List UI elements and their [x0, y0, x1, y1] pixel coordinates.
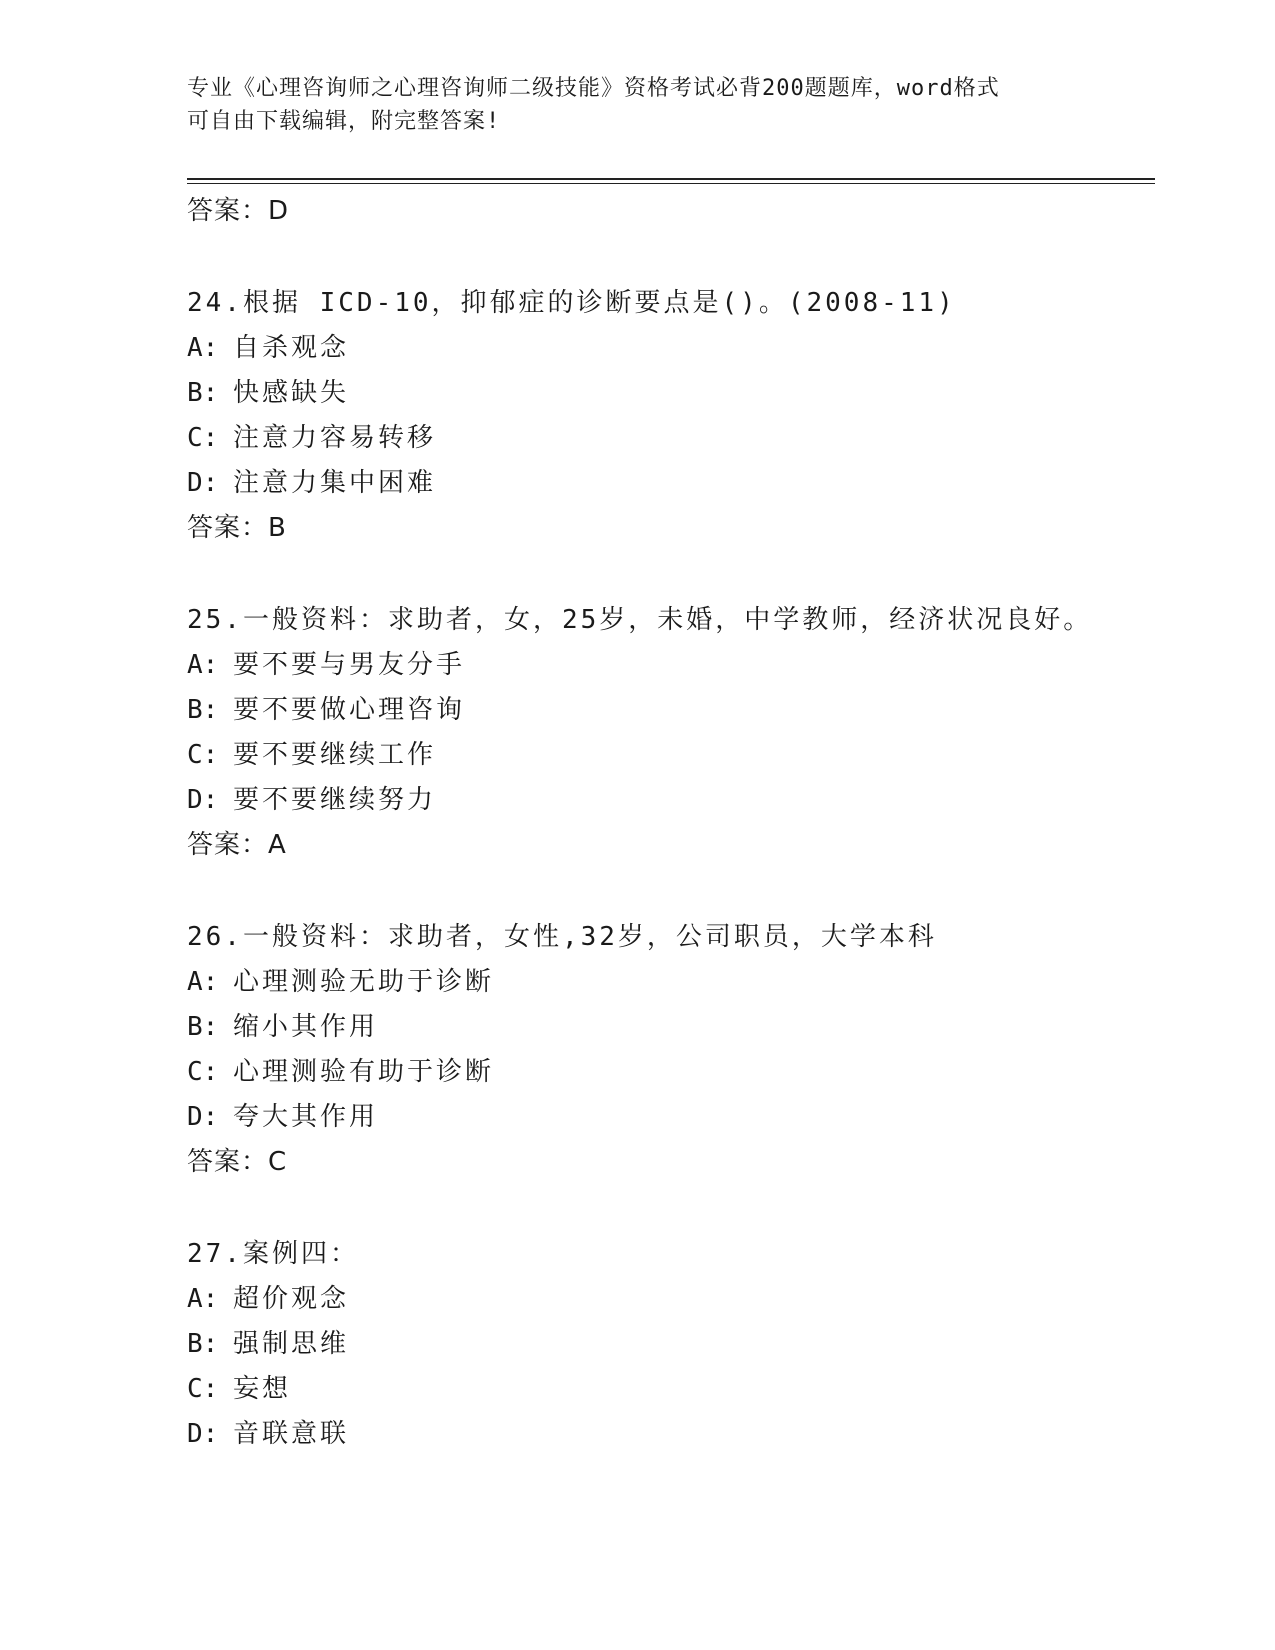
option-key: C:	[187, 1374, 219, 1404]
document-header	[187, 72, 1067, 138]
option-text: 要不要继续努力	[233, 785, 437, 815]
option-d	[187, 1095, 1155, 1140]
option-b	[187, 1322, 1155, 1367]
header-divider-thin	[187, 183, 1155, 184]
header-line-2: 可自由下载编辑，附完整答案!	[187, 109, 501, 134]
option-b	[187, 371, 1155, 416]
option-text: 注意力容易转移	[233, 423, 437, 453]
option-key: A:	[187, 333, 219, 363]
question-text: 26.一般资料：求助者，女性,32岁，公司职员，大学本科	[187, 922, 937, 952]
option-d	[187, 1412, 1155, 1457]
question-block	[187, 598, 1155, 868]
option-c	[187, 416, 1155, 461]
option-a	[187, 326, 1155, 371]
option-c	[187, 1367, 1155, 1412]
option-d	[187, 461, 1155, 506]
option-key: D:	[187, 468, 219, 498]
option-key: B:	[187, 695, 219, 725]
option-text: 快感缺失	[233, 378, 350, 408]
option-c	[187, 733, 1155, 778]
option-text: 心理测验无助于诊断	[233, 967, 495, 997]
option-text: 缩小其作用	[233, 1012, 379, 1042]
header-divider-thick	[187, 178, 1155, 180]
option-key: A:	[187, 1284, 219, 1314]
answer-line: 答案：D	[187, 196, 290, 226]
question-list	[187, 189, 1155, 1457]
option-text: 要不要与男友分手	[233, 650, 466, 680]
option-key: D:	[187, 785, 219, 815]
question-text: 25.一般资料：求助者，女，25岁，未婚，中学教师，经济状况良好。	[187, 605, 1093, 635]
option-text: 夸大其作用	[233, 1102, 379, 1132]
option-text: 要不要做心理咨询	[233, 695, 466, 725]
option-text: 音联意联	[233, 1419, 350, 1449]
option-key: A:	[187, 967, 219, 997]
option-text: 心理测验有助于诊断	[233, 1057, 495, 1087]
option-key: D:	[187, 1102, 219, 1132]
option-text: 强制思维	[233, 1329, 350, 1359]
option-text: 自杀观念	[233, 333, 350, 363]
option-d	[187, 778, 1155, 823]
option-text: 妄想	[233, 1374, 292, 1404]
option-a	[187, 1277, 1155, 1322]
option-key: C:	[187, 423, 219, 453]
option-key: A:	[187, 650, 219, 680]
header-line-1: 专业《心理咨询师之心理咨询师二级技能》资格考试必背200题题库，word格式	[187, 76, 1000, 101]
option-key: C:	[187, 740, 219, 770]
option-c	[187, 1050, 1155, 1095]
option-a	[187, 643, 1155, 688]
option-key: C:	[187, 1057, 219, 1087]
option-b	[187, 688, 1155, 733]
option-text: 注意力集中困难	[233, 468, 437, 498]
option-a	[187, 960, 1155, 1005]
question-block	[187, 1232, 1155, 1457]
answer-line: 答案：C	[187, 1147, 288, 1177]
option-text: 要不要继续工作	[233, 740, 437, 770]
answer-line: 答案：A	[187, 830, 287, 860]
option-key: B:	[187, 1012, 219, 1042]
question-block	[187, 915, 1155, 1185]
option-text: 超价观念	[233, 1284, 350, 1314]
question-text: 27.案例四：	[187, 1239, 359, 1269]
question-block	[187, 281, 1155, 551]
option-key: B:	[187, 1329, 219, 1359]
question-text: 24.根据 ICD-10，抑郁症的诊断要点是()。(2008-11)	[187, 288, 956, 318]
option-key: B:	[187, 378, 219, 408]
option-b	[187, 1005, 1155, 1050]
option-key: D:	[187, 1419, 219, 1449]
answer-line: 答案：B	[187, 513, 287, 543]
